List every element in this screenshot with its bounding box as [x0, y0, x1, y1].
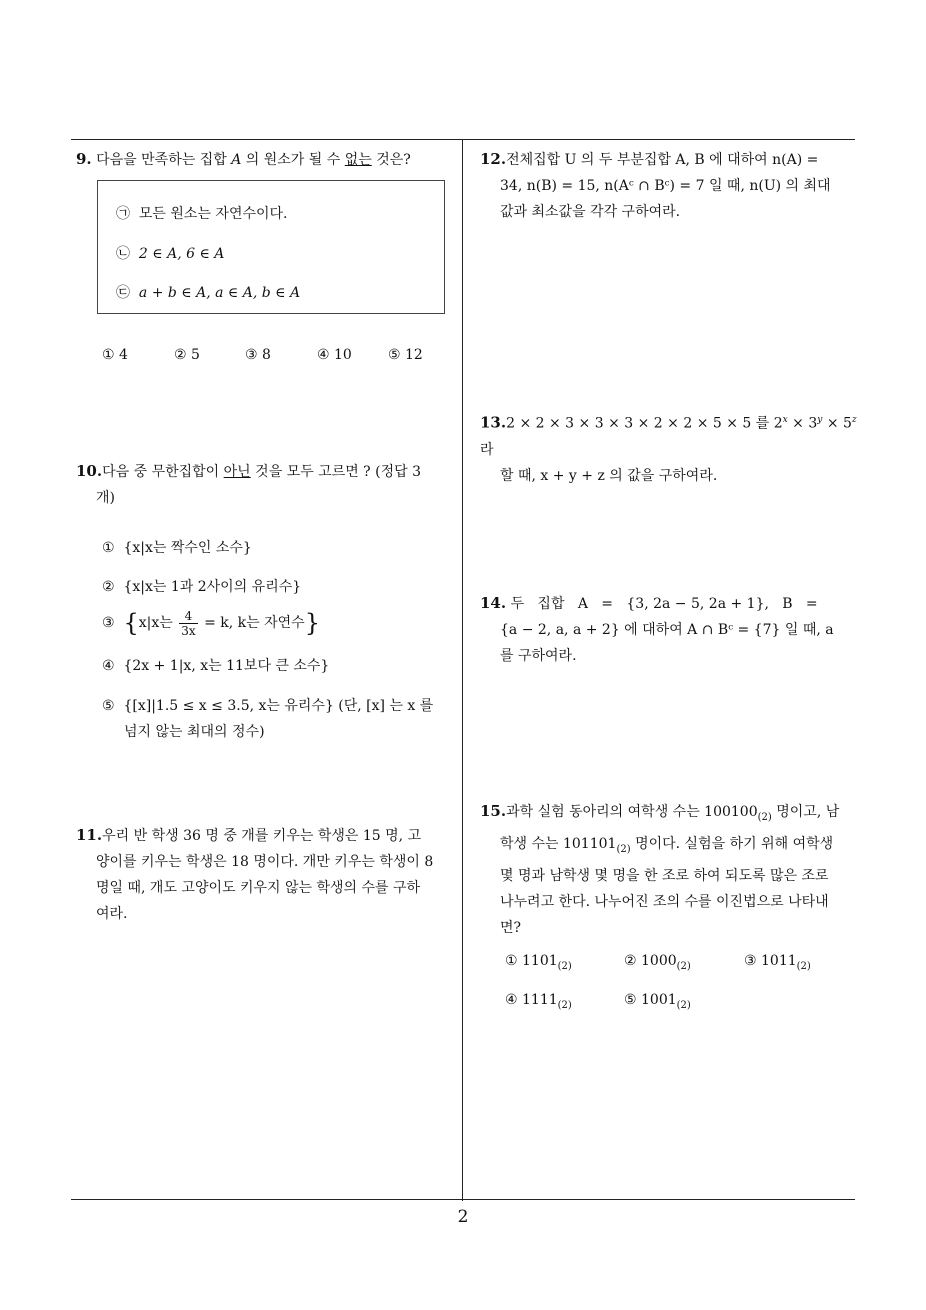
question-stem: 것은? [371, 152, 411, 168]
option-text: 1101 [522, 953, 558, 969]
answer-option[interactable] [102, 693, 433, 745]
exponent: y [817, 415, 823, 425]
question-stem: 명이다. 실험을 하기 위해 여학생 [630, 835, 834, 852]
question-stem: 학생 수는 101101 [500, 835, 617, 852]
question-stem: 과학 실험 동아리의 여학생 수는 100100 [506, 804, 758, 820]
option-text: {2x + 1|x, x는 11보다 큰 소수} [123, 658, 330, 674]
exponent: x [782, 415, 788, 425]
option-marker: ② [102, 579, 115, 595]
option-marker: ④ [317, 347, 330, 363]
underlined-word: 없는 [344, 152, 372, 168]
base-subscript: (2) [557, 960, 572, 972]
condition-text: 2 ∈ A, 6 ∈ A [138, 246, 225, 262]
question-line [480, 590, 865, 617]
condition-text: a + b ∈ A, a ∈ A, b ∈ A [138, 285, 301, 301]
question-stem: 두 집합 A = {3, 2a − 5, 2a + 1}, B = [510, 596, 818, 612]
condition-item [116, 203, 288, 223]
question-stem: 다음 중 무한집합이 [102, 464, 224, 480]
option-text: 1111 [522, 992, 558, 1008]
question-11 [76, 822, 461, 927]
column-divider [462, 139, 463, 1201]
answer-option[interactable] [102, 606, 320, 640]
option-marker: ② [174, 347, 187, 363]
question-stem: 전체집합 U 의 두 부분집합 A, B 에 대하여 n(A) = [506, 152, 819, 168]
fraction-denominator: 3x [181, 623, 196, 638]
question-stem: 다음을 만족하는 집합 [96, 152, 232, 168]
question-number: 11. [76, 826, 103, 844]
condition-text: 모든 원소는 자연수이다. [138, 206, 288, 222]
question-stem: 몇 명과 남학생 몇 명을 한 조로 하여 되도록 많은 조로 [500, 867, 829, 884]
condition-item [116, 243, 224, 263]
question-stem: 할 때, x + y + z 의 값을 구하여라. [500, 467, 718, 484]
question-stem: 우리 반 학생 36 명 중 개를 키우는 학생은 15 명, 고 [102, 828, 422, 844]
option-text: 1000 [641, 953, 677, 969]
option-marker: ⑤ [102, 698, 115, 714]
answer-option[interactable] [505, 992, 572, 1011]
question-10 [76, 458, 456, 511]
question-number: 13. [480, 413, 507, 432]
question-stem: 2 × 2 × 3 × 3 × 3 × 2 × 2 × 5 × 5 를 2 [506, 415, 783, 432]
question-line [76, 822, 461, 849]
question-line [76, 458, 456, 485]
question-14 [480, 590, 865, 669]
answer-option[interactable] [744, 953, 811, 972]
question-stem: 명일 때, 개도 고양이도 키우지 않는 학생의 수를 구하 [96, 880, 421, 896]
option-marker: ③ [102, 615, 115, 631]
answer-option[interactable] [174, 347, 200, 363]
question-stem: 나누려고 한다. 나누어진 조의 수를 이진법으로 나타내 [500, 893, 829, 910]
question-number: 10. [76, 462, 103, 480]
base-subscript: (2) [616, 843, 631, 855]
question-13 [480, 407, 865, 489]
question-stem: 의 원소가 될 수 [241, 152, 345, 168]
answer-option[interactable] [102, 537, 252, 557]
question-stem: 것을 모두 고르면 ? (정답 3 [250, 464, 422, 480]
condition-marker: ㉠ [116, 206, 130, 222]
option-text: {[x]|1.5 ≤ x ≤ 3.5, x는 유리수} (단, [x] 는 x 를 [123, 698, 434, 714]
option-text: {x|x는 짝수인 소수} [123, 540, 252, 556]
option-text: 1001 [641, 992, 677, 1008]
option-marker: ③ [245, 347, 258, 363]
question-line [480, 407, 865, 463]
option-text: 8 [262, 347, 271, 363]
right-brace: } [304, 609, 320, 637]
option-text: 넘지 않는 최대의 정수) [124, 724, 265, 740]
option-text: 1011 [761, 953, 797, 969]
answer-option[interactable] [317, 347, 352, 363]
base-subscript: (2) [757, 811, 772, 823]
condition-marker: ㉢ [116, 285, 130, 301]
question-stem: 명이고, 남 [771, 804, 840, 820]
question-stem: × 5 [822, 415, 852, 432]
option-text: {x|x는 1과 2사이의 유리수} [123, 579, 302, 595]
question-line [480, 798, 865, 831]
exponent: z [851, 415, 857, 425]
base-subscript: (2) [557, 999, 572, 1011]
option-marker: ① [102, 540, 115, 556]
question-line [480, 146, 865, 173]
question-stem: {a − 2, a, a + 2} 에 대하여 A ∩ Bᶜ = {7} 일 때, a [500, 622, 834, 638]
option-marker: ④ [505, 992, 518, 1008]
page-number: 2 [457, 1207, 469, 1227]
condition-box [97, 180, 445, 314]
question-stem: 34, n(B) = 15, n(Aᶜ ∩ Bᶜ) = 7 일 때, n(U) 의 최대 [500, 178, 831, 194]
question-number: 15. [480, 802, 507, 820]
base-subscript: (2) [676, 999, 691, 1011]
option-marker: ⑤ [388, 347, 401, 363]
option-text: x|x는 [138, 615, 178, 631]
base-subscript: (2) [676, 960, 691, 972]
option-marker: ④ [102, 658, 115, 674]
set-variable: A [231, 152, 242, 168]
option-marker: ③ [744, 953, 757, 969]
answer-option[interactable] [245, 347, 271, 363]
base-subscript: (2) [796, 960, 811, 972]
underlined-word: 아닌 [223, 464, 251, 480]
question-stem: 면? [500, 919, 522, 936]
answer-option[interactable] [102, 655, 329, 675]
option-text: 4 [119, 347, 128, 363]
answer-option[interactable] [102, 347, 128, 363]
question-number: 9. [76, 150, 92, 168]
question-stem: 값과 최소값을 각각 구하여라. [500, 204, 681, 220]
top-rule [71, 139, 855, 140]
answer-option[interactable] [505, 953, 572, 972]
option-text: = k, k는 자연수 [199, 615, 305, 631]
question-9 [76, 146, 456, 173]
condition-marker: ㉡ [116, 246, 130, 262]
question-stem: 여라. [96, 906, 128, 922]
question-stem: 라 [480, 441, 494, 458]
question-stem: 양이를 키우는 학생은 18 명이다. 개만 키우는 학생이 8 [96, 854, 434, 870]
option-text: 12 [405, 347, 423, 363]
answer-option[interactable] [102, 576, 301, 596]
option-text: 10 [334, 347, 352, 363]
fraction [179, 609, 197, 638]
option-marker: ① [102, 347, 115, 363]
left-brace: { [123, 609, 139, 637]
option-text: 5 [191, 347, 200, 363]
answer-option[interactable] [624, 992, 691, 1011]
option-marker: ② [624, 953, 637, 969]
option-marker: ① [505, 953, 518, 969]
question-stem: × 3 [787, 415, 818, 432]
option-marker: ⑤ [624, 992, 637, 1008]
answer-option[interactable] [388, 347, 423, 363]
question-number: 14. [480, 594, 507, 612]
question-stem: 개) [96, 490, 115, 506]
bottom-rule [71, 1199, 855, 1200]
question-15 [480, 798, 865, 941]
question-12 [480, 146, 865, 225]
answer-option[interactable] [624, 953, 691, 972]
condition-item [116, 282, 300, 302]
fraction-numerator: 4 [179, 609, 197, 624]
question-number: 12. [480, 150, 507, 168]
question-stem: 를 구하여라. [500, 648, 577, 664]
